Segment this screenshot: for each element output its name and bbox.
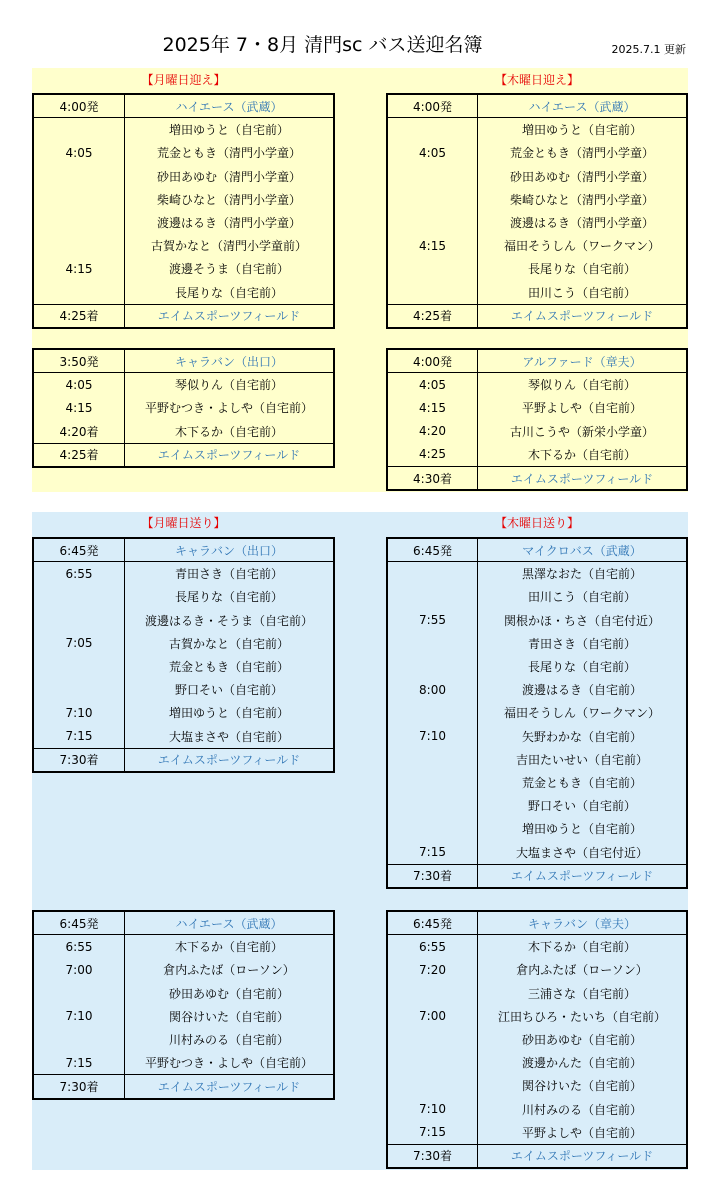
- stop-time: [388, 655, 478, 678]
- updated-date: 2025.7.1 更新: [611, 43, 686, 56]
- stop-row: [388, 748, 686, 771]
- stop-time: [388, 632, 478, 655]
- passenger-name: 砂田あゆむ（自宅前）: [168, 986, 289, 1001]
- page-title: 2025年 7・8月 清門sc バス送迎名簿: [162, 34, 483, 56]
- stop-time: 7:55: [388, 609, 478, 632]
- stop-time: [388, 165, 478, 188]
- monday-pickup-heading: 【月曜日迎え】: [141, 73, 226, 87]
- bus-header-row: [34, 912, 333, 935]
- arrival-time: 7:30着: [34, 1075, 125, 1097]
- stop-time: [34, 118, 125, 141]
- stop-row: [388, 701, 686, 724]
- stop-row: [34, 118, 333, 141]
- passenger-name: 倉内ふたば（ローソン）: [163, 963, 295, 978]
- passenger-name: 関谷けいた（自宅前）: [521, 1079, 642, 1094]
- stop-row: [388, 840, 686, 863]
- stop-time: 7:00: [388, 1005, 478, 1028]
- stop-time: [34, 982, 125, 1005]
- stop-row: [34, 420, 333, 443]
- stop-row: [388, 396, 686, 419]
- passenger-name: 木下るか（自宅前）: [174, 940, 283, 955]
- thursday-pickup-bus-table-2: [386, 348, 688, 491]
- departure-time: 4:00発: [388, 350, 478, 372]
- passenger-name: 砂田あゆむ（自宅前）: [521, 1033, 642, 1048]
- arrival-time: 7:30着: [388, 1145, 478, 1167]
- stop-row: [34, 396, 333, 419]
- stop-time: [34, 655, 125, 678]
- destination-name: エイムスポーツフィールド: [510, 1149, 654, 1164]
- stop-row: [388, 609, 686, 632]
- passenger-name: 関根かほ・ちさ（自宅付近）: [503, 613, 660, 628]
- passenger-name: 琴似りん（自宅前）: [527, 378, 636, 393]
- passenger-name: 琴似りん（自宅前）: [174, 378, 283, 393]
- passenger-name: 荒金ともき（清門小学童）: [509, 146, 654, 161]
- bus-header-row: [34, 350, 333, 373]
- passenger-name: 長尾りな（自宅前）: [174, 590, 283, 605]
- stop-row: [388, 234, 686, 257]
- passenger-name: 長尾りな（自宅前）: [527, 660, 636, 675]
- stop-time: [388, 1028, 478, 1051]
- bus-footer-row: [34, 748, 333, 771]
- stop-row: [388, 373, 686, 396]
- passenger-name: 柴崎ひなと（清門小学童）: [156, 192, 301, 207]
- stop-row: [388, 725, 686, 748]
- thursday-pickup-heading: 【木曜日迎え】: [494, 73, 579, 87]
- stop-row: [34, 632, 333, 655]
- stop-row: [34, 188, 333, 211]
- stop-row: [388, 420, 686, 443]
- departure-time: 3:50発: [34, 350, 125, 372]
- stop-time: 7:15: [34, 1051, 125, 1074]
- stop-row: [388, 257, 686, 280]
- passenger-name: 渡邊はるき・そうま（自宅前）: [144, 613, 313, 628]
- stop-row: [388, 771, 686, 794]
- stop-time: 7:05: [34, 632, 125, 655]
- stop-time: [388, 118, 478, 141]
- stop-time: [388, 748, 478, 771]
- stop-time: 6:55: [388, 935, 478, 958]
- stop-time: 7:15: [388, 840, 478, 863]
- passenger-name: 関谷けいた（自宅前）: [168, 1009, 289, 1024]
- passenger-name: 平野むつき・よしや（自宅前）: [144, 401, 313, 416]
- thursday-dropoff-bus-table-2: [386, 910, 688, 1169]
- passenger-name: 渡邊はるき（清門小学童）: [509, 216, 654, 231]
- stop-row: [388, 1098, 686, 1121]
- stop-time: [388, 562, 478, 585]
- passenger-name: 古賀かなと（清門小学童前）: [150, 239, 307, 254]
- passenger-name: 黒澤なおた（自宅前）: [521, 567, 642, 582]
- passenger-name: 江田ちひろ・たいち（自宅前）: [497, 1009, 666, 1024]
- stop-row: [388, 958, 686, 981]
- passenger-name: 田川こう（自宅前）: [527, 590, 636, 605]
- passenger-name: 渡邊はるき（清門小学童）: [156, 216, 301, 231]
- departure-time: 6:45発: [388, 539, 478, 561]
- destination-name: エイムスポーツフィールド: [510, 471, 654, 486]
- arrival-time: 7:30着: [388, 865, 478, 887]
- passenger-name: 田川こう（自宅前）: [527, 285, 636, 300]
- stop-row: [34, 562, 333, 585]
- stop-time: 6:55: [34, 935, 125, 958]
- bus-header-row: [34, 95, 333, 118]
- passenger-name: 三浦さな（自宅前）: [527, 986, 636, 1001]
- passenger-name: 長尾りな（自宅前）: [527, 262, 636, 277]
- stop-time: [34, 234, 125, 257]
- vehicle-name: ハイエース（武蔵）: [175, 99, 283, 114]
- bus-header-row: [388, 539, 686, 562]
- passenger-name: 平野よしや（自宅前）: [521, 1125, 642, 1140]
- bus-footer-row: [388, 304, 686, 327]
- stop-time: [388, 701, 478, 724]
- stop-row: [34, 585, 333, 608]
- passenger-name: 福田そうしん（ワークマン）: [503, 239, 660, 254]
- arrival-time: 4:25着: [388, 305, 478, 327]
- monday-pickup-bus-table-2: [32, 348, 335, 468]
- stop-row: [388, 1028, 686, 1051]
- stop-time: [388, 188, 478, 211]
- stop-time: 8:00: [388, 678, 478, 701]
- vehicle-name: キャラバン（出口）: [174, 354, 283, 369]
- thursday-pickup-bus-table-1: [386, 93, 688, 329]
- destination-name: エイムスポーツフィールド: [157, 309, 301, 324]
- stop-time: [34, 609, 125, 632]
- stop-row: [34, 234, 333, 257]
- passenger-name: 渡邊そうま（自宅前）: [168, 262, 289, 277]
- destination-name: エイムスポーツフィールド: [157, 753, 301, 768]
- dropoff-section: [32, 512, 688, 1170]
- stop-row: [34, 141, 333, 164]
- stop-time: 4:20: [388, 420, 478, 443]
- bus-header-row: [388, 95, 686, 118]
- passenger-name: 柴崎ひなと（清門小学童）: [509, 192, 654, 207]
- monday-pickup-bus-table-1: [32, 93, 335, 329]
- passenger-name: 矢野わかな（自宅前）: [521, 729, 642, 744]
- stop-time: [388, 771, 478, 794]
- thursday-dropoff-heading: 【木曜日送り】: [494, 516, 579, 530]
- stop-row: [34, 609, 333, 632]
- passenger-name: 渡邊かんた（自宅前）: [521, 1056, 642, 1071]
- stop-time: [388, 1074, 478, 1097]
- stop-time: 4:15: [388, 234, 478, 257]
- passenger-name: 倉内ふたば（ローソン）: [516, 963, 648, 978]
- stop-row: [34, 1051, 333, 1074]
- passenger-name: 福田そうしん（ワークマン）: [503, 706, 660, 721]
- stop-row: [34, 982, 333, 1005]
- monday-dropoff-bus-table-2: [32, 910, 335, 1100]
- stop-row: [34, 281, 333, 304]
- departure-time: 4:00発: [388, 95, 478, 117]
- stop-row: [34, 1028, 333, 1051]
- passenger-name: 増田ゆうと（自宅前）: [521, 123, 642, 138]
- stop-time: 7:10: [388, 1098, 478, 1121]
- passenger-name: 渡邊はるき（自宅前）: [521, 683, 642, 698]
- stop-row: [388, 443, 686, 466]
- passenger-name: 増田ゆうと（自宅前）: [168, 706, 289, 721]
- passenger-name: 青田さき（自宅前）: [174, 567, 283, 582]
- stop-time: [34, 165, 125, 188]
- stop-row: [34, 373, 333, 396]
- stop-time: [34, 211, 125, 234]
- vehicle-name: アルファード（章夫）: [522, 354, 642, 369]
- stop-time: 4:25: [388, 443, 478, 466]
- stop-time: [34, 1028, 125, 1051]
- stop-time: [34, 585, 125, 608]
- stop-row: [388, 632, 686, 655]
- stop-row: [388, 165, 686, 188]
- stop-time: [388, 281, 478, 304]
- bus-footer-row: [388, 466, 686, 489]
- passenger-name: 木下るか（自宅前）: [174, 424, 283, 439]
- passenger-name: 川村みのる（自宅前）: [168, 1033, 289, 1048]
- stop-row: [388, 585, 686, 608]
- stop-row: [34, 678, 333, 701]
- passenger-name: 大塩まさや（自宅付近）: [515, 845, 648, 860]
- stop-row: [388, 118, 686, 141]
- stop-time: 4:05: [34, 373, 125, 396]
- stop-time: [388, 982, 478, 1005]
- bus-footer-row: [34, 443, 333, 466]
- stop-time: [34, 188, 125, 211]
- stop-row: [388, 817, 686, 840]
- stop-time: [388, 794, 478, 817]
- bus-header-row: [388, 350, 686, 373]
- passenger-name: 野口そい（自宅前）: [527, 799, 636, 814]
- passenger-name: 古賀かなと（自宅前）: [168, 636, 289, 651]
- departure-time: 4:00発: [34, 95, 125, 117]
- stop-row: [34, 958, 333, 981]
- stop-time: [388, 211, 478, 234]
- stop-row: [388, 678, 686, 701]
- passenger-name: 川村みのる（自宅前）: [521, 1102, 642, 1117]
- stop-row: [34, 701, 333, 724]
- stop-row: [34, 655, 333, 678]
- stop-time: [34, 678, 125, 701]
- stop-row: [388, 1051, 686, 1074]
- vehicle-name: キャラバン（章夫）: [527, 916, 636, 931]
- arrival-time: 4:25着: [34, 305, 125, 327]
- stop-row: [388, 982, 686, 1005]
- stop-time: 7:10: [388, 725, 478, 748]
- departure-time: 6:45発: [388, 912, 478, 934]
- passenger-name: 木下るか（自宅前）: [527, 447, 636, 462]
- pickup-section: [32, 68, 688, 492]
- stop-time: [388, 585, 478, 608]
- stop-row: [388, 1121, 686, 1144]
- stop-row: [34, 211, 333, 234]
- passenger-name: 荒金ともき（清門小学童）: [156, 146, 301, 161]
- destination-name: エイムスポーツフィールド: [510, 869, 654, 884]
- stop-time: [34, 281, 125, 304]
- stop-row: [34, 1005, 333, 1028]
- stop-row: [388, 562, 686, 585]
- stop-row: [388, 935, 686, 958]
- stop-time: 4:05: [388, 373, 478, 396]
- arrival-time: 4:30着: [388, 467, 478, 489]
- stop-time: 6:55: [34, 562, 125, 585]
- stop-row: [388, 188, 686, 211]
- stop-row: [34, 257, 333, 280]
- passenger-name: 大塩まさや（自宅前）: [168, 729, 289, 744]
- bus-footer-row: [388, 1144, 686, 1167]
- stop-row: [388, 281, 686, 304]
- passenger-name: 吉田たいせい（自宅前）: [515, 752, 648, 767]
- passenger-name: 荒金ともき（自宅前）: [521, 775, 642, 790]
- stop-time: 7:20: [388, 958, 478, 981]
- bus-header-row: [388, 912, 686, 935]
- stop-row: [388, 1074, 686, 1097]
- vehicle-name: マイクロバス（武蔵）: [522, 543, 642, 558]
- stop-time: [388, 257, 478, 280]
- stop-time: 4:05: [34, 141, 125, 164]
- thursday-dropoff-bus-table-1: [386, 537, 688, 889]
- stop-time: 4:15: [34, 396, 125, 419]
- bus-footer-row: [34, 304, 333, 327]
- bus-footer-row: [388, 864, 686, 887]
- stop-time: 4:20着: [34, 420, 125, 443]
- stop-row: [388, 141, 686, 164]
- bus-header-row: [34, 539, 333, 562]
- stop-time: 4:15: [388, 396, 478, 419]
- destination-name: エイムスポーツフィールド: [157, 448, 301, 463]
- stop-time: 7:10: [34, 701, 125, 724]
- departure-time: 6:45発: [34, 539, 125, 561]
- passenger-name: 野口そい（自宅前）: [174, 683, 283, 698]
- stop-time: 7:00: [34, 958, 125, 981]
- passenger-name: 木下るか（自宅前）: [527, 940, 636, 955]
- stop-row: [388, 1005, 686, 1028]
- passenger-name: 青田さき（自宅前）: [527, 636, 636, 651]
- bus-footer-row: [34, 1074, 333, 1097]
- arrival-time: 4:25着: [34, 444, 125, 466]
- vehicle-name: キャラバン（出口）: [174, 543, 283, 558]
- stop-row: [388, 655, 686, 678]
- destination-name: エイムスポーツフィールド: [157, 1079, 301, 1094]
- passenger-name: 砂田あゆむ（清門小学童）: [509, 169, 654, 184]
- passenger-name: 長尾りな（自宅前）: [174, 285, 283, 300]
- stop-time: 7:15: [388, 1121, 478, 1144]
- stop-row: [388, 211, 686, 234]
- passenger-name: 砂田あゆむ（清門小学童）: [156, 169, 301, 184]
- stop-time: 4:15: [34, 257, 125, 280]
- departure-time: 6:45発: [34, 912, 125, 934]
- stop-time: 4:05: [388, 141, 478, 164]
- stop-time: 7:10: [34, 1005, 125, 1028]
- vehicle-name: ハイエース（武蔵）: [175, 916, 283, 931]
- passenger-name: 平野むつき・よしや（自宅前）: [144, 1056, 313, 1071]
- vehicle-name: ハイエース（武蔵）: [528, 99, 636, 114]
- stop-time: 7:15: [34, 725, 125, 748]
- passenger-name: 増田ゆうと（自宅前）: [521, 822, 642, 837]
- stop-row: [34, 725, 333, 748]
- monday-dropoff-heading: 【月曜日送り】: [141, 516, 226, 530]
- arrival-time: 7:30着: [34, 749, 125, 771]
- stop-time: [388, 817, 478, 840]
- passenger-name: 古川こうや（新栄小学童）: [509, 424, 654, 439]
- stop-row: [34, 165, 333, 188]
- passenger-name: 増田ゆうと（自宅前）: [168, 123, 289, 138]
- stop-row: [34, 935, 333, 958]
- stop-time: [388, 1051, 478, 1074]
- monday-dropoff-bus-table-1: [32, 537, 335, 773]
- passenger-name: 平野よしや（自宅前）: [521, 401, 642, 416]
- stop-row: [388, 794, 686, 817]
- passenger-name: 荒金ともき（自宅前）: [168, 660, 289, 675]
- destination-name: エイムスポーツフィールド: [510, 309, 654, 324]
